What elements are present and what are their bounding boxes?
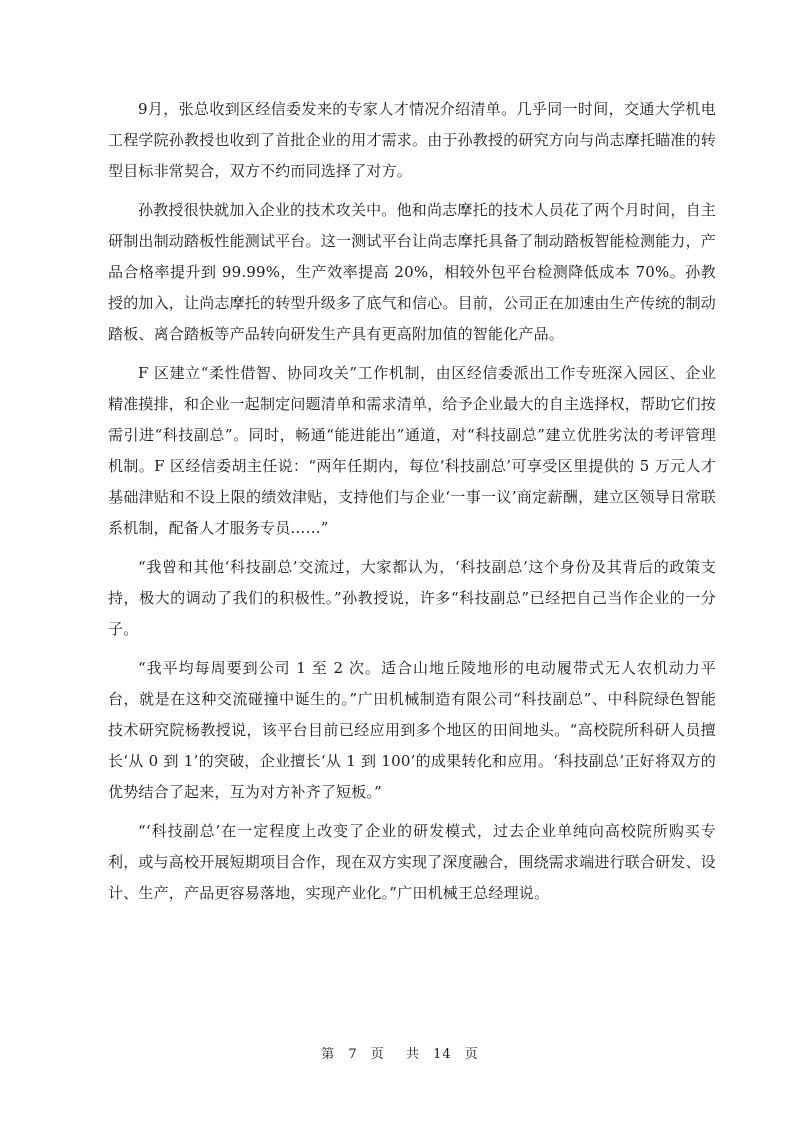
- paragraph-3: F 区建立“柔性借智、协同攻关”工作机制，由区经信委派出工作专班深入园区、企业精准摸排，和企业一起制定问题清单和需求清单，给予企业最大的自主选择权，帮助它们按需引进“科技副总”。同时，畅通“能进能出”通道，对“科技副总”建立优胜劣汰的考评管理机制。F 区经信委胡主任说：“两年任期内，每位‘科技副总’可享受区里提供的 5 万元人才基础津贴和不设上限的绩效津贴，支持他们与企业‘一事一议’商定薪酬，建立区领导日常联系机制，配备人才服务专员……”: [108, 364, 717, 537]
- document-body: [108, 94, 716, 917]
- total-suffix: 页: [464, 1047, 479, 1062]
- page-total: [402, 1047, 483, 1062]
- page-label-suffix: 页: [370, 1047, 385, 1062]
- total-prefix: 共: [405, 1047, 420, 1062]
- total-pages: 14: [433, 1047, 452, 1062]
- paragraph-4: “我曾和其他‘科技副总’交流过，大家都认为，‘科技副总’这个身份及其背后的政策支持，极大的调动了我们的积极性。”孙教授说，许多“科技副总”已经把自己当作企业的一分子。: [108, 558, 716, 638]
- paragraph-2: 孙教授很快就加入企业的技术攻关中。他和尚志摩托的技术人员花了两个月时间，自主研制出制动踏板性能测试平台。这一测试平台让尚志摩托具备了制动踏板智能检测能力，产品合格率提升到 99.99%，生产效率提高 20%，相较外包平台检测降低成本 70%。孙教授的加入，让尚志摩托的转型升级多了底气和信心。目前，公司正在加速由生产传统的制动踏板、离合踏板等产品转向研发生产具有更高附加值的智能化产品。: [108, 201, 717, 343]
- page-number: [317, 1047, 389, 1062]
- current-page: 7: [348, 1047, 358, 1062]
- page-footer: [0, 1046, 800, 1064]
- page-label-prefix: 第: [321, 1047, 336, 1062]
- paragraph-1: 9月，张总收到区经信委发来的专家人才情况介绍清单。几乎同一时间，交通大学机电工程学院孙教授也收到了首批企业的用才需求。由于孙教授的研究方向与尚志摩托瞄准的转型目标非常契合，双方不约而同选择了对方。: [108, 100, 717, 180]
- paragraph-5: “我平均每周要到公司 1 至 2 次。适合山地丘陵地形的电动履带式无人农机动力平台，就是在这种交流碰撞中诞生的。”广田机械制造有限公司“科技副总”、中科院绿色智能技术研究院杨教授说，该平台目前已经应用到多个地区的田间地头。“高校院所科研人员擅长‘从 0 到 1’的突破，企业擅长‘从 1 到 100’的成果转化和应用。‘科技副总’正好将双方的优势结合了起来，互为对方补齐了短板。”: [108, 659, 716, 801]
- paragraph-6: “‘科技副总’在一定程度上改变了企业的研发模式，过去企业单纯向高校院所购买专利，或与高校开展短期项目合作，现在双方实现了深度融合，围绕需求端进行联合研发、设计、生产，产品更容易落地，实现产业化。”广田机械王总经理说。: [108, 822, 717, 902]
